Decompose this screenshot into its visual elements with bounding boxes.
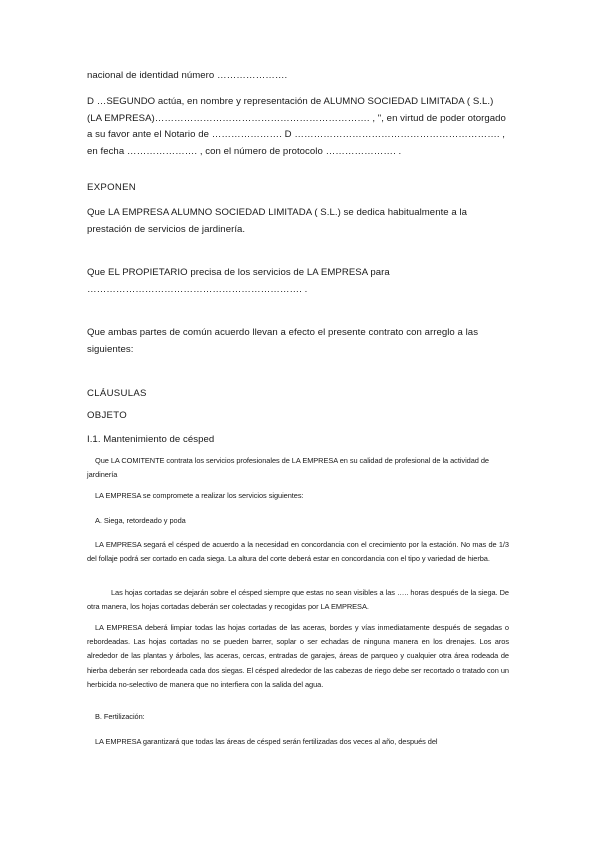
heading-section-1-1: I.1. Mantenimiento de césped — [87, 434, 215, 445]
heading-clausulas: CLÁUSULAS — [87, 388, 147, 399]
paragraph-comitente: Que LA COMITENTE contrata los servicios profesionales de LA EMPRESA en su calidad de profesional de la actividad de jardinería — [87, 456, 489, 480]
paragraph-agreement: Que ambas partes de común acuerdo llevan a efecto el presente contrato con arreglo a las siguientes: — [87, 327, 479, 355]
paragraph-owner-needs: Que EL PROPIETARIO precisa de los servicios de LA EMPRESA para …………………………………………………………. . — [87, 267, 390, 295]
paragraph-mowing: LA EMPRESA segará el césped de acuerdo a la necesidad en concordancia con el crecimiento por la estación. No mas de 1/3 del follaje podrá ser cortado en cada siega. La altura del corte deberá estar en concordancia con el tipo y variedad de hierba. — [87, 540, 509, 564]
subheading-fertilizacion: B. Fertilización: — [95, 712, 145, 721]
paragraph-clippings: Las hojas cortadas se dejarán sobre el césped siempre que estas no sean visibles a las ….. horas después de la siega. De otra manera, los hojas cortadas deberán ser colectadas y recogidas por LA EMPRESA. — [87, 588, 509, 612]
heading-exponen: EXPONEN — [87, 182, 137, 193]
paragraph-cleaning: LA EMPRESA deberá limpiar todas las hojas cortadas de las aceras, bordes y vías inmediatamente después de segadas o rebordeadas. Las hojas cortadas no se pueden barrer, soplar o ser echadas de ninguna manera en los drenajes. Los aros alrededor de las plantas y árboles, las aceras, cercas, entradas de garajes, áreas de parqueo y cualquier otra área rodeada de hierba deberán ser rebordeada cada dos siegas. El césped alrededor de las cabezas de riego debe ser recortado o tratado con un herbicida no-selectivo de manera que no interfiera con la salida del agua. — [87, 623, 509, 689]
paragraph-fertilization: LA EMPRESA garantizará que todas las áreas de césped serán fertilizadas dos veces al año, después del — [95, 737, 438, 746]
subheading-siega: A. Siega, retordeado y poda — [95, 516, 186, 525]
paragraph-identity: nacional de identidad número …………………. — [87, 70, 288, 81]
heading-objeto: OBJETO — [87, 410, 128, 421]
paragraph-commitment: LA EMPRESA se compromete a realizar los servicios siguientes: — [95, 491, 304, 500]
paragraph-company-activity: Que LA EMPRESA ALUMNO SOCIEDAD LIMITADA ( S.L.) se dedica habitualmente a la prestación de servicios de jardinería. — [87, 207, 468, 235]
paragraph-representation: D …SEGUNDO actúa, en nombre y representación de ALUMNO SOCIEDAD LIMITADA ( S.L.) (LA EMPRESA)…………………………………………………………. , ", en virtud de poder otorgado a su favor ante el Notario de …………………. D ………………………………………………………. , en fecha …………………. , con el número de protocolo …………………. . — [87, 96, 506, 157]
